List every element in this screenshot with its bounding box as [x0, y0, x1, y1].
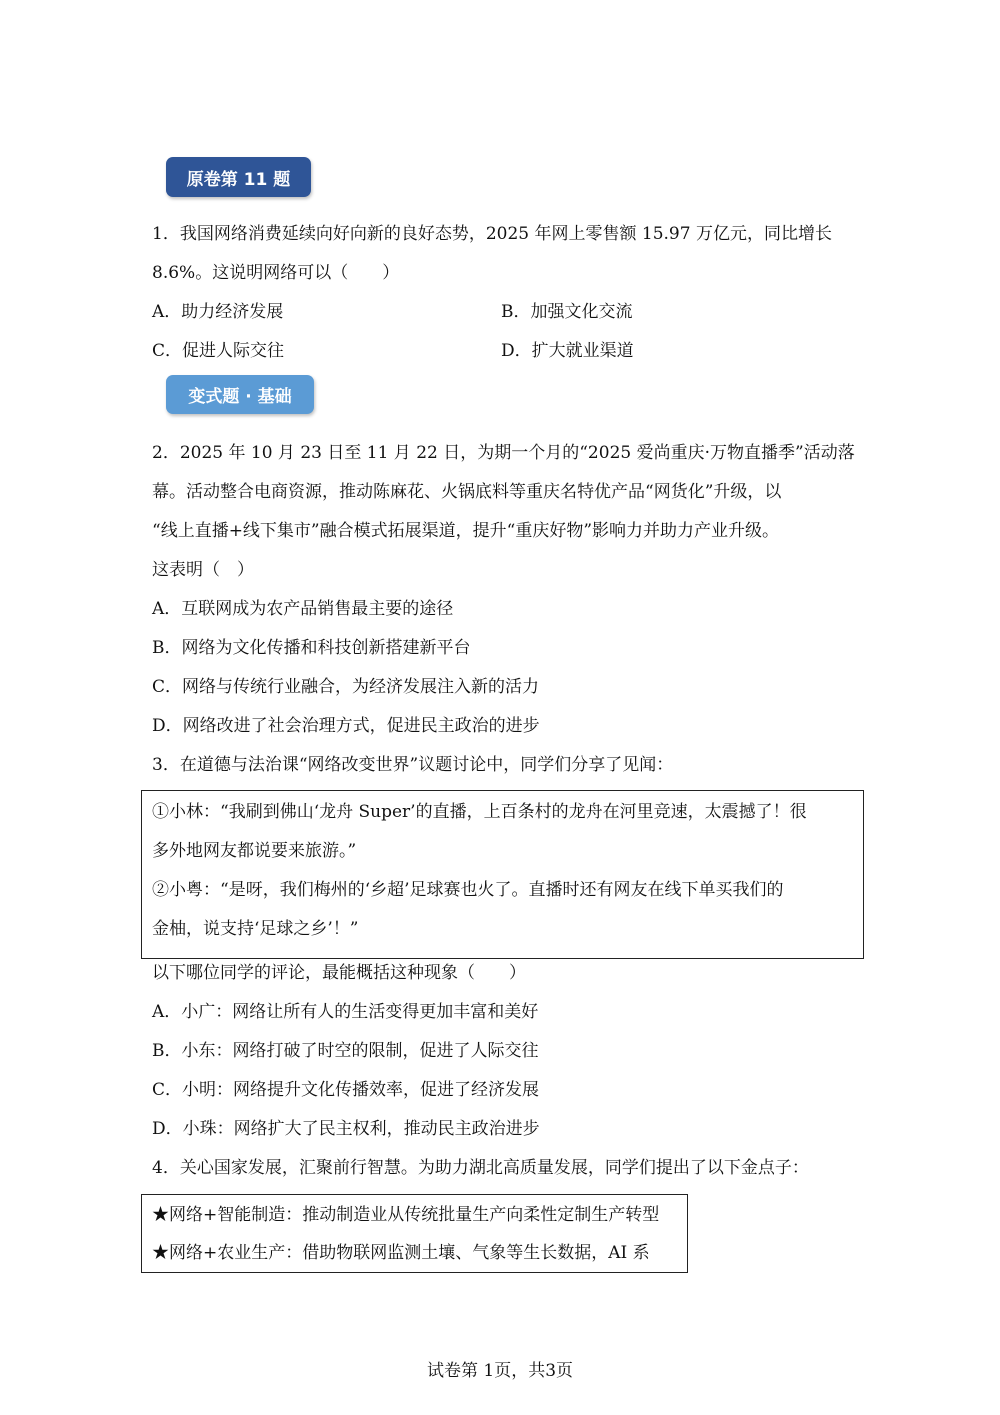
q3-option-a: A．小广：网络让所有人的生活变得更加丰富和美好 [152, 1002, 539, 1022]
q1-option-d: D．扩大就业渠道 [501, 341, 634, 361]
q2-stem-line-2: 幕。活动整合电商资源，推动陈麻花、火锅底料等重庆名特优产品“网货化”升级，以 [152, 482, 782, 502]
q3-quote-line-1: ①小林：“我刷到佛山‘龙舟 Super’的直播，上百条村的龙舟在河里竞速，太震撼了！很 [152, 802, 807, 822]
q1-option-c: C．促进人际交往 [152, 341, 285, 361]
q2-stem-line-3: “线上直播+线下集市”融合模式拓展渠道，提升“重庆好物”影响力并助力产业升级。 [152, 521, 780, 541]
q3-option-b: B．小东：网络打破了时空的限制，促进了人际交往 [152, 1041, 539, 1061]
q3-stem: 3．在道德与法治课“网络改变世界”议题讨论中，同学们分享了见闻： [152, 755, 674, 775]
q2-stem-line-1: 2．2025 年 10 月 23 日至 11 月 22 日，为期一个月的“2025 爱尚重庆·万物直播季”活动落 [152, 443, 855, 463]
q3-quote-line-2: 多外地网友都说要来旅游。” [152, 841, 357, 861]
q4-idea-line-2: ★网络+农业生产：借助物联网监测土壤、气象等生长数据，AI 系 [152, 1243, 650, 1263]
page-footer: 试卷第 1页，共3页 [426, 1361, 574, 1381]
q3-option-c: C．小明：网络提升文化传播效率，促进了经济发展 [152, 1080, 540, 1100]
q4-ideas-box [141, 1194, 688, 1273]
original-question-badge [166, 157, 311, 197]
q3-quote-line-3: ②小粤：“是呀，我们梅州的‘乡超’足球赛也火了。直播时还有网友在线下单买我们的 [152, 880, 784, 900]
q1-option-b: B．加强文化交流 [501, 302, 633, 322]
q1-stem-line-1: 1．我国网络消费延续向好向新的良好态势，2025 年网上零售额 15.97 万亿元，同比增长 [152, 224, 832, 244]
q2-stem-line-4: 这表明（ ） [152, 560, 254, 580]
q3-question: 以下哪位同学的评论，最能概括这种现象（ ） [152, 963, 526, 983]
q2-option-b: B．网络为文化传播和科技创新搭建新平台 [152, 638, 471, 658]
q3-quote-line-4: 金柚，说支持‘足球之乡’！” [152, 919, 359, 939]
original-question-badge-label: 原卷第 11 题 [186, 169, 291, 190]
variant-question-badge-label: 变式题 · 基础 [188, 387, 292, 407]
q4-stem: 4．关心国家发展，汇聚前行智慧。为助力湖北高质量发展，同学们提出了以下金点子： [152, 1158, 809, 1178]
q2-option-d: D．网络改进了社会治理方式，促进民主政治的进步 [152, 716, 540, 736]
q3-quote-box [141, 790, 864, 959]
q3-option-d: D．小珠：网络扩大了民主权利，推动民主政治进步 [152, 1119, 540, 1139]
q1-stem-line-2: 8.6%。这说明网络可以（ ） [152, 263, 400, 283]
q2-option-a: A．互联网成为农产品销售最主要的途径 [152, 599, 454, 619]
q1-option-a: A．助力经济发展 [152, 302, 284, 322]
q2-option-c: C．网络与传统行业融合，为经济发展注入新的活力 [152, 677, 540, 697]
variant-question-badge [166, 375, 314, 414]
q4-idea-line-1: ★网络+智能制造：推动制造业从传统批量生产向柔性定制生产转型 [152, 1205, 660, 1225]
